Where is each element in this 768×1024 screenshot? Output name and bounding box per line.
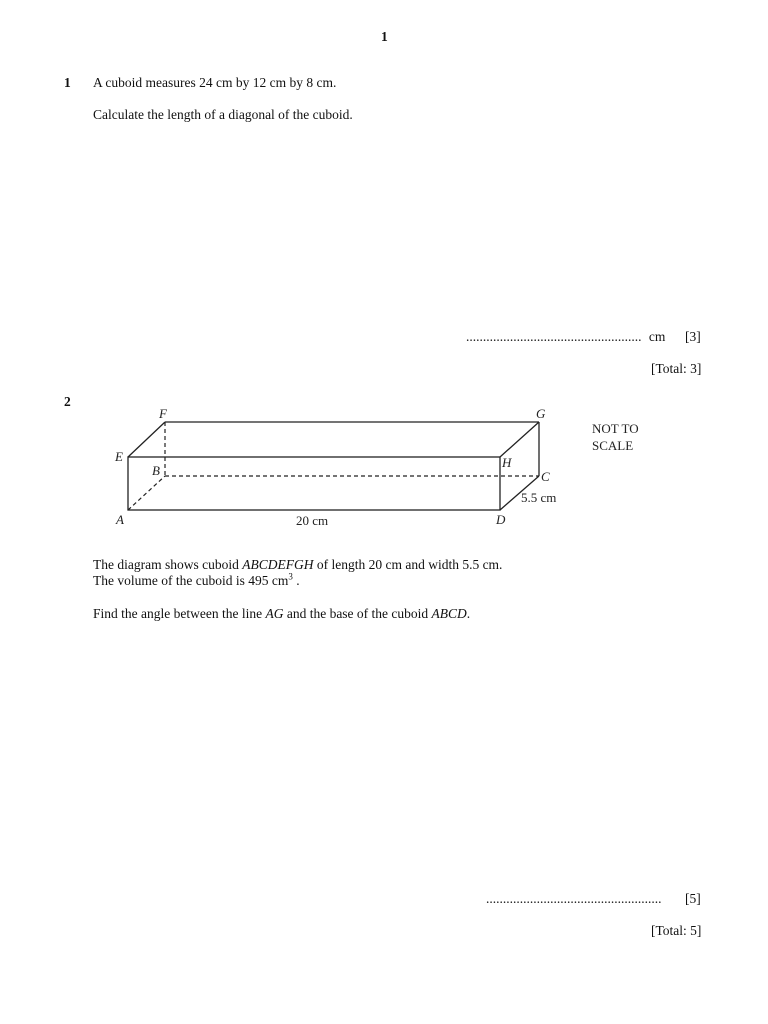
question-2-volume: The volume of the cuboid is 495 $cm^3$ . xyxy=(93,571,300,588)
question-1-instruction: Calculate the length of a diagonal of the cuboid. xyxy=(93,107,353,122)
front-face xyxy=(128,457,500,510)
page-number: 1 xyxy=(381,29,388,44)
edge-HG xyxy=(500,422,539,457)
vertex-label-A: A xyxy=(116,512,124,527)
vertex-label-H: H xyxy=(502,455,512,470)
not-to-scale-line-1: NOT TO xyxy=(592,421,639,436)
cuboid-name: ABCDEFGH xyxy=(242,557,314,572)
question-2-answer-line[interactable]: .................................................... xyxy=(486,891,662,906)
question-2-description: The diagram shows cuboid ABCDEFGH of length 20 cm and width 5.5 cm. xyxy=(93,557,503,572)
question-1-answer-line[interactable] xyxy=(466,329,665,345)
question-2-instruction: Find the angle between the line AG and the base of the cuboid ABCD. xyxy=(93,606,471,621)
vertex-label-E: E xyxy=(115,449,123,464)
vertex-label-B: B xyxy=(152,463,160,478)
answer-dots: .................................................... xyxy=(466,329,642,344)
cuboid-diagram xyxy=(108,400,668,535)
vertex-label-F: F xyxy=(159,406,167,421)
line-AG: AG xyxy=(265,606,284,621)
question-1-statement: A cuboid measures 24 cm by 12 cm by 8 cm. xyxy=(93,75,337,90)
vertex-label-D: D xyxy=(496,512,506,527)
question-2-number: 2 xyxy=(64,394,71,409)
width-label: 5.5 cm xyxy=(521,490,557,505)
edge-EF xyxy=(128,422,165,457)
base-ABCD: ABCD xyxy=(431,606,467,621)
length-label: 20 cm xyxy=(296,513,329,528)
question-2-marks: [5] xyxy=(685,891,701,906)
answer-unit: cm xyxy=(648,329,666,344)
question-2-total: [Total: 5] xyxy=(651,923,702,938)
question-1-marks: [3] xyxy=(685,329,701,344)
not-to-scale-line-2: SCALE xyxy=(592,438,634,453)
vertex-label-C: C xyxy=(541,469,550,484)
vertex-label-G: G xyxy=(536,406,546,421)
question-1-total: [Total: 3] xyxy=(651,361,702,376)
question-1-number: 1 xyxy=(64,75,71,90)
hidden-edge-AB xyxy=(128,476,165,510)
